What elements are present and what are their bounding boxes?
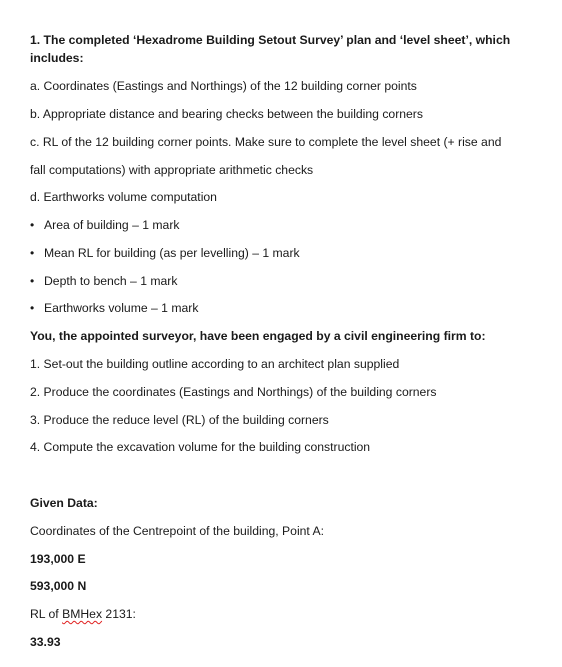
given-data-heading: Given Data: [30,496,98,510]
rl-label [30,606,136,622]
rl-label-prefix: RL of [30,607,63,621]
bullet-item [30,217,180,233]
bullet-item [30,300,198,316]
bullet-text: Depth to bench – 1 mark [44,274,178,288]
northing-value: 593,000 N [30,579,87,593]
bullet-icon: • [30,301,35,315]
engaged-heading: You, the appointed surveyor, have been engaged by a civil engineering firm to: [30,329,486,343]
item-a: a. Coordinates (Eastings and Northings) of the 12 building corner points [30,79,417,93]
task-item: 1. Set-out the building outline according to an architect plan supplied [30,357,400,371]
rl-label-benchmark: BMHex [62,607,103,621]
item-c-line1: c. RL of the 12 building corner points. Make sure to complete the level sheet (+ rise and [30,135,502,149]
bullet-icon: • [30,274,35,288]
bullet-icon: • [30,246,35,260]
rl-value: 33.93 [30,635,61,649]
item-d: d. Earthworks volume computation [30,190,217,204]
bullet-text: Earthworks volume – 1 mark [44,301,199,315]
rl-label-suffix: 2131: [102,607,136,621]
q1-heading-line2: includes: [30,51,84,65]
task-item: 2. Produce the coordinates (Eastings and Northings) of the building corners [30,385,437,399]
bullet-item [30,273,177,289]
bullet-text: Area of building – 1 mark [44,218,180,232]
q1-heading-line1: 1. The completed ‘Hexadrome Building Setout Survey’ plan and ‘level sheet’, which [30,33,511,47]
item-c-line2: fall computations) with appropriate arithmetic checks [30,163,314,177]
task-item: 3. Produce the reduce level (RL) of the building corners [30,413,329,427]
bullet-item [30,245,300,261]
easting-value: 193,000 E [30,552,86,566]
bullet-text: Mean RL for building (as per levelling) – 1 mark [44,246,300,260]
centrepoint-label: Coordinates of the Centrepoint of the building, Point A: [30,524,325,538]
task-item: 4. Compute the excavation volume for the building construction [30,440,371,454]
bullet-icon: • [30,218,35,232]
item-b: b. Appropriate distance and bearing checks between the building corners [30,107,423,121]
